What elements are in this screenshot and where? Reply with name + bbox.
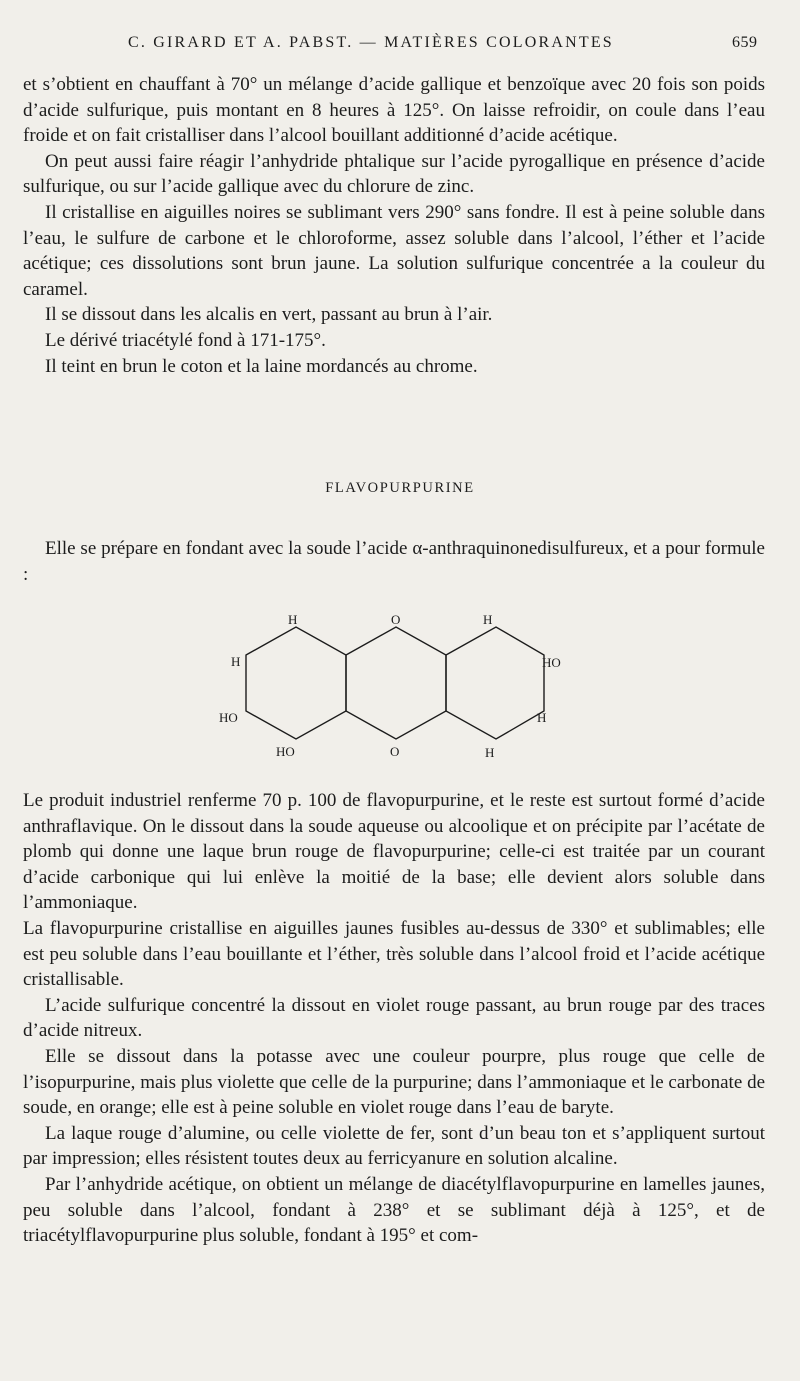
structural-formula <box>200 605 590 775</box>
paragraph-lakes: La laque rouge d’alumine, ou celle violette de fer, sont d’un beau ton et s’appliquent surtout par impression; elles résistent toutes deux au ferricyanure en solution alcaline. <box>23 1122 765 1170</box>
paragraph-potash-solution: Elle se dissout dans la potasse avec une couleur pourpre, plus rouge que celle de l’isopurpurine, mais plus violette que celle de la purpurine; dans l’ammoniaque et le carbonate de soude, en orange; elle est à peine soluble en violet rouge dans l’eau de baryte. <box>23 1045 765 1119</box>
atom-left-h: H <box>231 654 241 669</box>
paragraph-preparation: et s’obtient en chauffant à 70° un mélange d’acide gallique et benzoïque avec 20 fois son poids d’acide sulfurique, puis montant en 8 heures à 125°. On laisse refroidir, on coule dans l’eau froide et on fait cristalliser dans l’alcool bouillant additionné d’acide acétique. <box>23 74 765 147</box>
top-text-block <box>23 72 765 379</box>
atom-right-h: H <box>537 710 547 725</box>
paragraph-sulfuric-acid: L’acide sulfurique concentré la dissout en violet rouge passant, au brun rouge par des traces d’acide nitreux. <box>23 994 765 1042</box>
formula-bonds <box>246 627 547 739</box>
section-title: FLAVOPURPURINE <box>325 480 475 496</box>
intro-text-block <box>23 536 765 587</box>
atom-bottom-center-o: O <box>390 744 400 759</box>
paragraph-alkali-solution: Il se dissout dans les alcalis en vert, passant au brun à l’air. <box>45 304 493 326</box>
structural-formula-drawing <box>200 605 590 775</box>
atom-top-right-h: H <box>483 612 493 627</box>
center-ring <box>346 627 446 739</box>
paragraph-intro: Elle se prépare en fondant avec la soude l’acide α-anthraquinonedisulfureux, et a pour formule : <box>23 538 765 585</box>
bottom-text-block <box>23 788 765 1249</box>
right-ring <box>446 627 547 739</box>
atom-bottom-right-h: H <box>485 745 495 760</box>
running-head: C. GIRARD ET A. PABST. — MATIÈRES COLORANTES <box>128 34 614 51</box>
atom-bottom-left-ho: HO <box>276 744 295 759</box>
paragraph-industrial-product: Le produit industriel renferme 70 p. 100 de flavopurpurine, et le reste est surtout formé d’acide anthraflavique. On le dissout dans la soude aqueuse ou alcoolique et on précipite par l’acétate de plomb qui donne une laque brun rouge de flavopurpurine; celle-ci est traitée par un courant d’acide carbonique qui lui enlève la moitié de la base; elle devient alors soluble dans l’ammoniaque. <box>23 790 765 914</box>
atom-left-ho: HO <box>219 710 238 725</box>
page-number: 659 <box>732 34 758 51</box>
page-header <box>0 34 800 60</box>
atom-top-center-o: O <box>391 612 401 627</box>
paragraph-alternative-synthesis: On peut aussi faire réagir l’anhydride phtalique sur l’acide pyrogallique en présence d’acide sulfurique, ou sur l’acide gallique avec du chlorure de zinc. <box>23 150 765 198</box>
paragraph-dyeing: Il teint en brun le coton et la laine mordancés au chrome. <box>45 355 478 377</box>
paragraph-acetic-anhydride: Par l’anhydride acétique, on obtient un mélange de diacétylflavopurpurine en lamelles jaunes, peu soluble dans l’alcool, fondant à 238° et se sublimant déjà à 125°, et de triacétylflavopurpurine plus soluble, fondant à 195° et com- <box>23 1173 765 1247</box>
atom-top-left-h: H <box>288 612 298 627</box>
paragraph-triacetyl-derivative: Le dérivé triacétylé fond à 171-175°. <box>45 329 326 351</box>
left-ring <box>246 627 346 739</box>
atom-right-ho: HO <box>542 655 561 670</box>
paragraph-crystallization: Il cristallise en aiguilles noires se sublimant vers 290° sans fondre. Il est à peine soluble dans l’eau, le sulfure de carbone et le chloroforme, assez soluble dans l’alcool, l’éther et l’acide acétique; ces dissolutions sont brun jaune. La solution sulfurique concentrée a la couleur du caramel. <box>23 201 765 300</box>
paragraph-crystal-properties: La flavopurpurine cristallise en aiguilles jaunes fusibles au-dessus de 330° et sublimables; elle est peu soluble dans l’eau bouillante et l’éther, très soluble dans l’alcool froid et l’acide acétique cristallisable. <box>23 917 765 991</box>
